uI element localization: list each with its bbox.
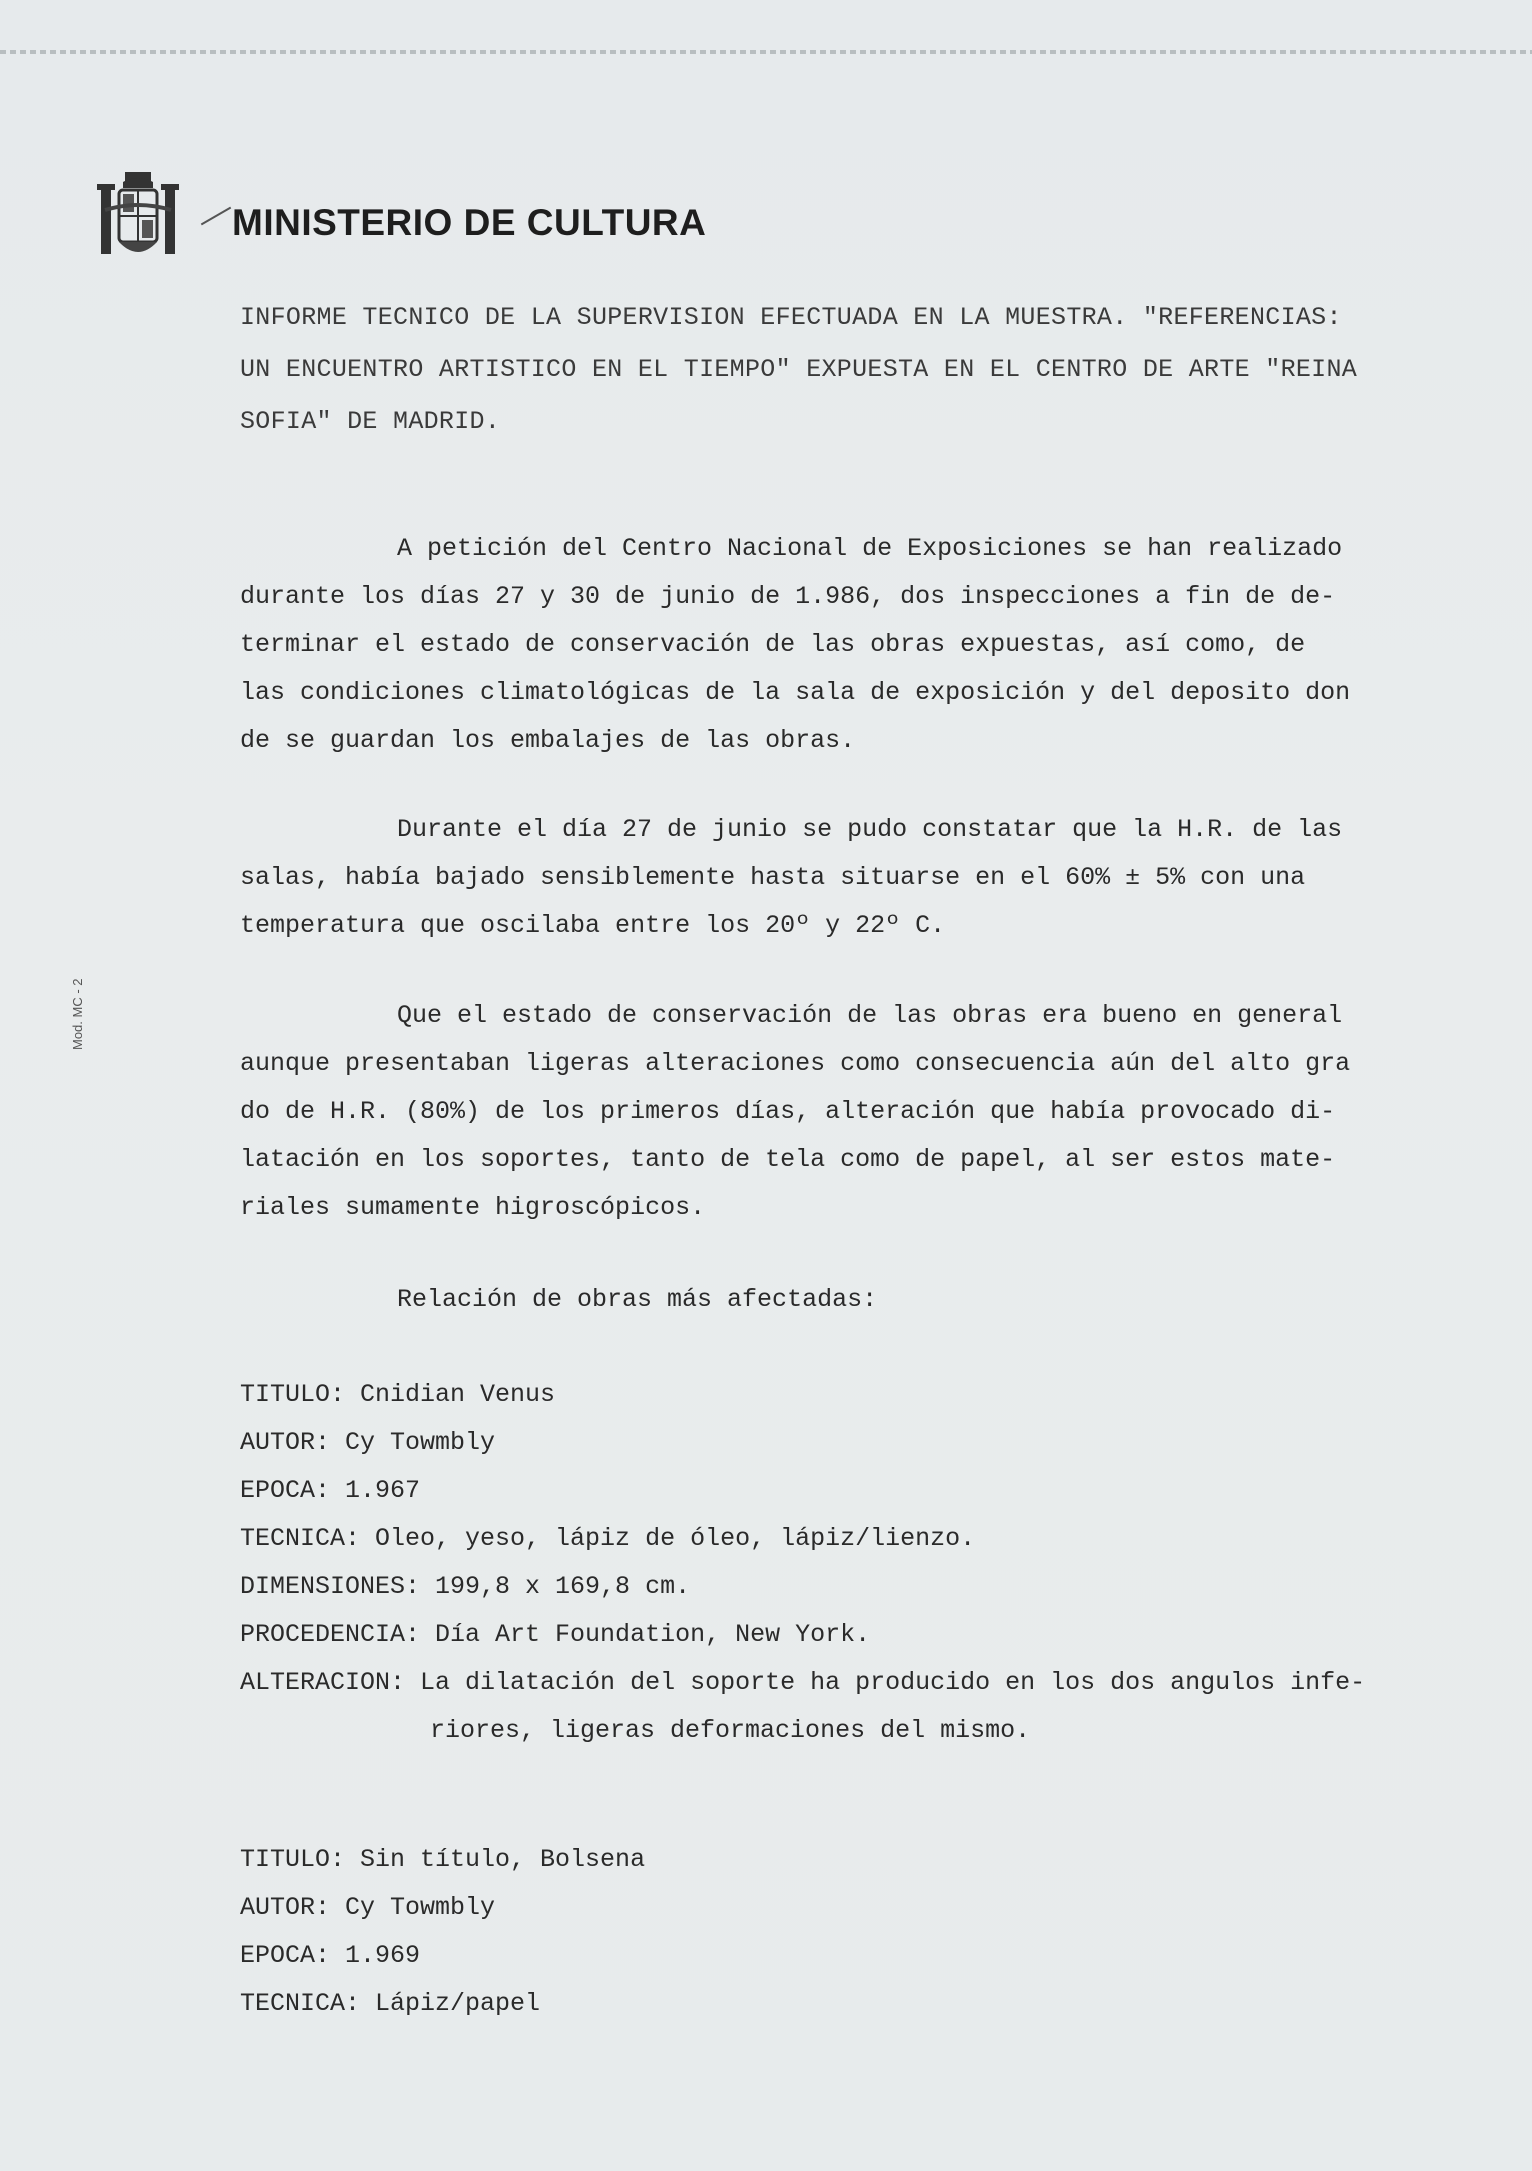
paragraph-line: Durante el día 27 de junio se pudo constatar que la H.R. de las [397,815,1343,844]
paragraph-line: aunque presentaban ligeras alteraciones como consecuencia aún del alto gra [240,1049,1351,1078]
work-entry-1 [240,1371,1410,1755]
form-code: Mod. MC - 2 [70,978,85,1050]
work-entry-2 [240,1836,1410,2028]
work-date: EPOCA: 1.969 [240,1941,421,1970]
torn-top-edge [0,50,1532,54]
work-author: AUTOR: Cy Towmbly [240,1428,496,1457]
paragraph-line: A petición del Centro Nacional de Exposiciones se han realizado [397,534,1343,563]
work-technique: TECNICA: Oleo, yeso, lápiz de óleo, lápiz/lienzo. [240,1524,976,1553]
ministry-name: MINISTERIO DE CULTURA [232,202,707,243]
work-title: TITULO: Sin título, Bolsena [240,1845,646,1874]
paragraph-line: las condiciones climatológicas de la sala de exposición y del deposito don [240,678,1351,707]
paragraph-2 [240,806,1410,950]
paragraph-1 [240,525,1410,765]
letterhead [95,170,795,270]
paragraph-3 [240,992,1410,1232]
title-line: SOFIA" DE MADRID. [240,407,501,436]
relation-heading: Relación de obras más afectadas: [397,1285,878,1314]
paragraph-line: temperatura que oscilaba entre los 20º y 22º C. [240,911,946,940]
paragraph-line: salas, había bajado sensiblemente hasta situarse en el 60% ± 5% con una [240,863,1306,892]
paragraph-line: riales sumamente higroscópicos. [240,1193,706,1222]
paragraph-line: do de H.R. (80%) de los primeros días, alteración que había provocado di- [240,1097,1336,1126]
coat-of-arms-icon [95,170,181,262]
report-title [240,292,1410,448]
work-alteration: ALTERACION: La dilatación del soporte ha producido en los dos angulos infe- [240,1668,1366,1697]
work-date: EPOCA: 1.967 [240,1476,421,1505]
paragraph-line: Que el estado de conservación de las obras era bueno en general [397,1001,1343,1030]
work-provenance: PROCEDENCIA: Día Art Foundation, New York. [240,1620,871,1649]
work-title: TITULO: Cnidian Venus [240,1380,556,1409]
paragraph-line: latación en los soportes, tanto de tela como de papel, al ser estos mate- [240,1145,1336,1174]
paragraph-line: durante los días 27 y 30 de junio de 1.986, dos inspecciones a fin de de- [240,582,1336,611]
title-line: INFORME TECNICO DE LA SUPERVISION EFECTUADA EN LA MUESTRA. "REFERENCIAS: [240,303,1342,332]
paragraph-line: terminar el estado de conservación de las obras expuestas, así como, de [240,630,1306,659]
title-line: UN ENCUENTRO ARTISTICO EN EL TIEMPO" EXPUESTA EN EL CENTRO DE ARTE "REINA [240,355,1358,384]
work-alteration-cont: riores, ligeras deformaciones del mismo. [430,1716,1031,1745]
work-dimensions: DIMENSIONES: 199,8 x 169,8 cm. [240,1572,691,1601]
paragraph-line: de se guardan los embalajes de las obras. [240,726,856,755]
work-author: AUTOR: Cy Towmbly [240,1893,496,1922]
work-technique: TECNICA: Lápiz/papel [240,1989,541,2018]
